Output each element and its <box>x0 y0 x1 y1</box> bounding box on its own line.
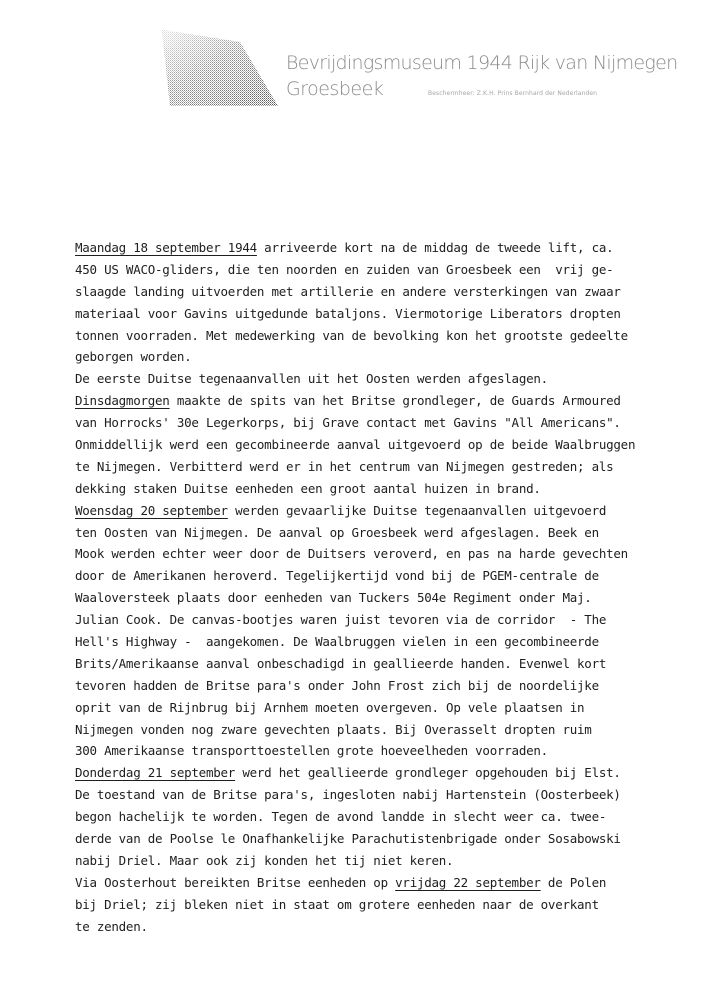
letterhead-place: Groesbeek <box>286 78 384 100</box>
text-line: tevoren hadden de Britse para's onder John Frost zich bij de noordelijke <box>75 677 599 693</box>
text-line: Donderdag 21 september werd het geallieerde grondleger opgehouden bij Elst. <box>75 765 621 781</box>
text-line: De eerste Duitse tegenaanvallen uit het Oosten werden afgeslagen. <box>75 371 548 387</box>
text-line: dekking staken Duitse eenheden een groot aantal huizen in brand. <box>75 480 541 496</box>
text-line: tonnen voorraden. Met medewerking van de bevolking kon het grootste gedeelte <box>75 327 628 343</box>
text-line: begon hachelijk te worden. Tegen de avond landde in slecht weer ca. twee- <box>75 809 607 825</box>
text-line: bij Driel; zij bleken niet in staat om grotere eenheden naar de overkant <box>75 896 599 912</box>
text-line: 450 US WACO-gliders, die ten noorden en zuiden van Groesbeek een vrij ge- <box>75 261 614 277</box>
text-line: Waaloversteek plaats door eenheden van Tuckers 504e Regiment onder Maj. <box>75 590 592 606</box>
text-line: te Nijmegen. Verbitterd werd er in het centrum van Nijmegen gestreden; als <box>75 458 614 474</box>
text-line: Dinsdagmorgen maakte de spits van het Britse grondleger, de Guards Armoured <box>75 393 621 409</box>
text-line: nabij Driel. Maar ook zij konden het tij niet keren. <box>75 852 454 868</box>
text-line: materiaal voor Gavins uitgedunde bataljons. Viermotorige Liberators dropten <box>75 305 621 321</box>
text-line: Brits/Amerikaanse aanval onbeschadigd in geallieerde handen. Evenwel kort <box>75 655 607 671</box>
text-line: oprit van de Rijnbrug bij Arnhem moeten overgeven. Op vele plaatsen in <box>75 699 585 715</box>
text-line: ten Oosten van Nijmegen. De aanval op Groesbeek werd afgeslagen. Beek en <box>75 524 599 540</box>
text-line: Onmiddellijk werd een gecombineerde aanval uitgevoerd op de beide Waalbruggen <box>75 437 636 453</box>
text-line: Woensdag 20 september werden gevaarlijke Duitse tegenaanvallen uitgevoerd <box>75 502 607 518</box>
museum-logo-icon <box>160 28 280 110</box>
text-line: De toestand van de Britse para's, ingesloten nabij Hartenstein (Oosterbeek) <box>75 787 621 803</box>
text-line: Maandag 18 september 1944 arriveerde kort na de middag de tweede lift, ca. <box>75 240 614 255</box>
text-line: slaagde landing uitvoerden met artillerie en andere versterkingen van zwaar <box>75 283 621 299</box>
letterhead-patron: Beschermheer: Z.K.H. Prins Bernhard der Nederlanden <box>428 90 598 97</box>
text-line: 300 Amerikaanse transporttoestellen grote hoeveelheden voorraden. <box>75 743 548 759</box>
text-line: door de Amerikanen heroverd. Tegelijkertijd vond bij de PGEM-centrale de <box>75 568 599 584</box>
text-line: van Horrocks' 30e Legerkorps, bij Grave contact met Gavins "All Americans". <box>75 415 621 431</box>
text-line: Julian Cook. De canvas-bootjes waren juist tevoren via de corridor - The <box>75 612 607 628</box>
text-line: te zenden. <box>75 918 148 934</box>
date-heading: Woensdag 20 september <box>75 502 228 518</box>
date-heading: vrijdag 22 september <box>395 874 541 890</box>
text-line: Via Oosterhout bereikten Britse eenheden op vrijdag 22 september de Polen <box>75 874 607 890</box>
text-line: geborgen worden. <box>75 349 192 365</box>
letterhead-museum-name: Bevrijdingsmuseum 1944 Rijk van Nijmegen <box>286 52 678 74</box>
text-line: Nijmegen vonden nog zware gevechten plaats. Bij Overasselt dropten ruim <box>75 721 592 737</box>
text-line: derde van de Poolse le Onafhankelijke Parachutistenbrigade onder Sosabowski <box>75 831 621 847</box>
text-line: Hell's Highway - aangekomen. De Waalbruggen vielen in een gecombineerde <box>75 634 599 650</box>
date-heading: Dinsdagmorgen <box>75 393 170 409</box>
date-heading: Donderdag 21 september <box>75 765 236 781</box>
date-heading: Maandag 18 september 1944 <box>75 240 257 255</box>
typewritten-body <box>75 237 675 938</box>
text-line: Mook werden echter weer door de Duitsers veroverd, en pas na harde gevechten <box>75 546 628 562</box>
